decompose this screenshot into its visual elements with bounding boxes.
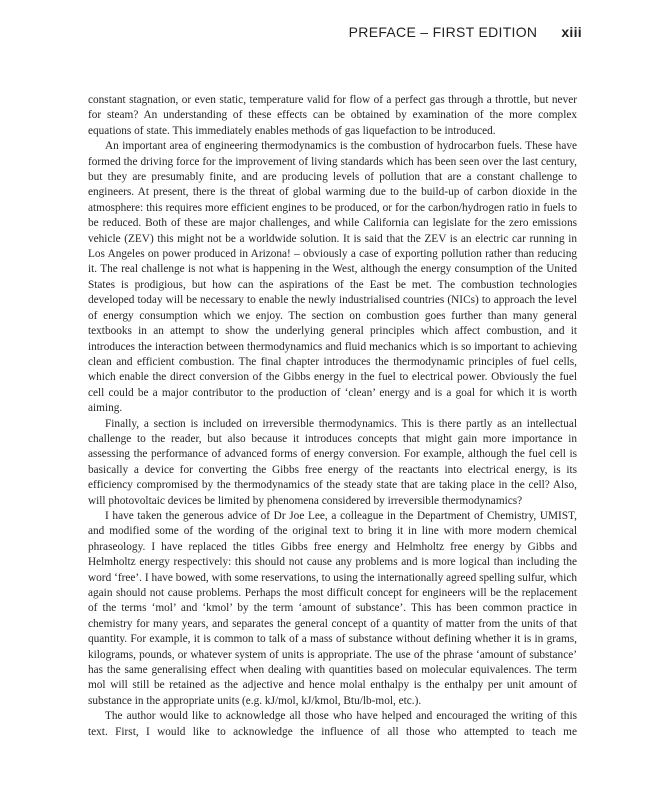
paragraph-continued: constant stagnation, or even static, temperature valid for flow of a perfect gas through a throttle, but never for steam? An understanding of these effects can be obtained by examination of the more complex equations of state. This immediately enables methods of gas liquefaction to be introduced. <box>88 94 577 137</box>
paragraph-terminology: I have taken the generous advice of Dr Joe Lee, a colleague in the Department of Chemistry, UMIST, and modified some of the wording of the original text to bring it in line with more modern chemical phraseology. I have replaced the titles Gibbs free energy and Helmholtz free energy by Gibbs and Helmholtz energy respectively: this should not cause any problems and is more logical than including the word ‘free’. I have bowed, with some reservations, to using the internationally agreed spelling sulfur, which again should not cause problems. Perhaps the most difficult concept for engineers will be the replacement of the terms ‘mol’ and ‘kmol’ by the term ‘amount of substance’. This has been common practice in chemistry for many years, and separates the general concept of a quantity of matter from the units of that quantity. For example, it is common to talk of a mass of substance without defining whether it is in grams, kilograms, pounds, or whatever system of units is appropriate. The use of the phrase ‘amount of substance’ has the same generalising effect when dealing with quantities based on molecular equivalences. The term mol will still be retained as the adjective and hence molal enthalpy is the enthalpy per unit amount of substance in the appropriate units (e.g. kJ/mol, kJ/kmol, Btu/lb-mol, etc.). <box>88 509 577 707</box>
running-head <box>349 24 582 40</box>
running-title: PREFACE – FIRST EDITION <box>348 24 538 40</box>
paragraph-acknowledgements: The author would like to acknowledge all those who have helped and encouraged the writing of this text. First, I would like to acknowledge the influence of all those who attempted to teach me <box>88 710 577 738</box>
body-text <box>88 93 577 740</box>
paragraph-irreversible: Finally, a section is included on irreversible thermodynamics. This is there partly as an intellectual challenge to the reader, but also because it introduces concepts that might gain more importance in assessing the performance of advanced forms of energy conversion. For example, although the fuel cell is basically a device for converting the Gibbs free energy of the reactants into electrical energy, is its efficiency compromised by the thermodynamics of the steady state that are taking place in the cell? Also, will photovoltaic devices be limited by phenomena considered by irreversible thermodynamics? <box>88 417 577 507</box>
paragraph-combustion: An important area of engineering thermodynamics is the combustion of hydrocarbon fuels. These have formed the driving force for the improvement of living standards which has been seen over the last century, but they are presumably finite, and are producing levels of pollution that are a constant challenge to engineers. At present, there is the threat of global warming due to the build-up of carbon dioxide in the atmosphere: this requires more efficient engines to be produced, or for the carbon/hydrogen ratio in fuels to be reduced. Both of these are major challenges, and while California can legislate for the zero emissions vehicle (ZEV) this might not be a worldwide solution. It is said that the ZEV is an electric car running in Los Angeles on power produced in Arizona! – obviously a case of exporting pollution rather than reducing it. The real challenge is not what is happening in the West, although the energy consumption of the United States is prodigious, but how can the aspirations of the East be met. The combustion technologies developed today will be necessary to enable the newly industrialised countries (NICs) to approach the level of energy consumption which we enjoy. The section on combustion goes further than many general textbooks in an attempt to show the underlying general principles which affect combustion, and it introduces the interaction between thermodynamics and fluid mechanics which is so important to achieving clean and efficient combustion. The final chapter introduces the thermodynamic principles of fuel cells, which enable the direct conversion of the Gibbs energy in the fuel to electrical power. Obviously the fuel cell could be a major contributor to the production of ‘clean’ energy and is a goal for which it is worth aiming. <box>88 140 577 415</box>
page-number: xiii <box>561 24 582 40</box>
